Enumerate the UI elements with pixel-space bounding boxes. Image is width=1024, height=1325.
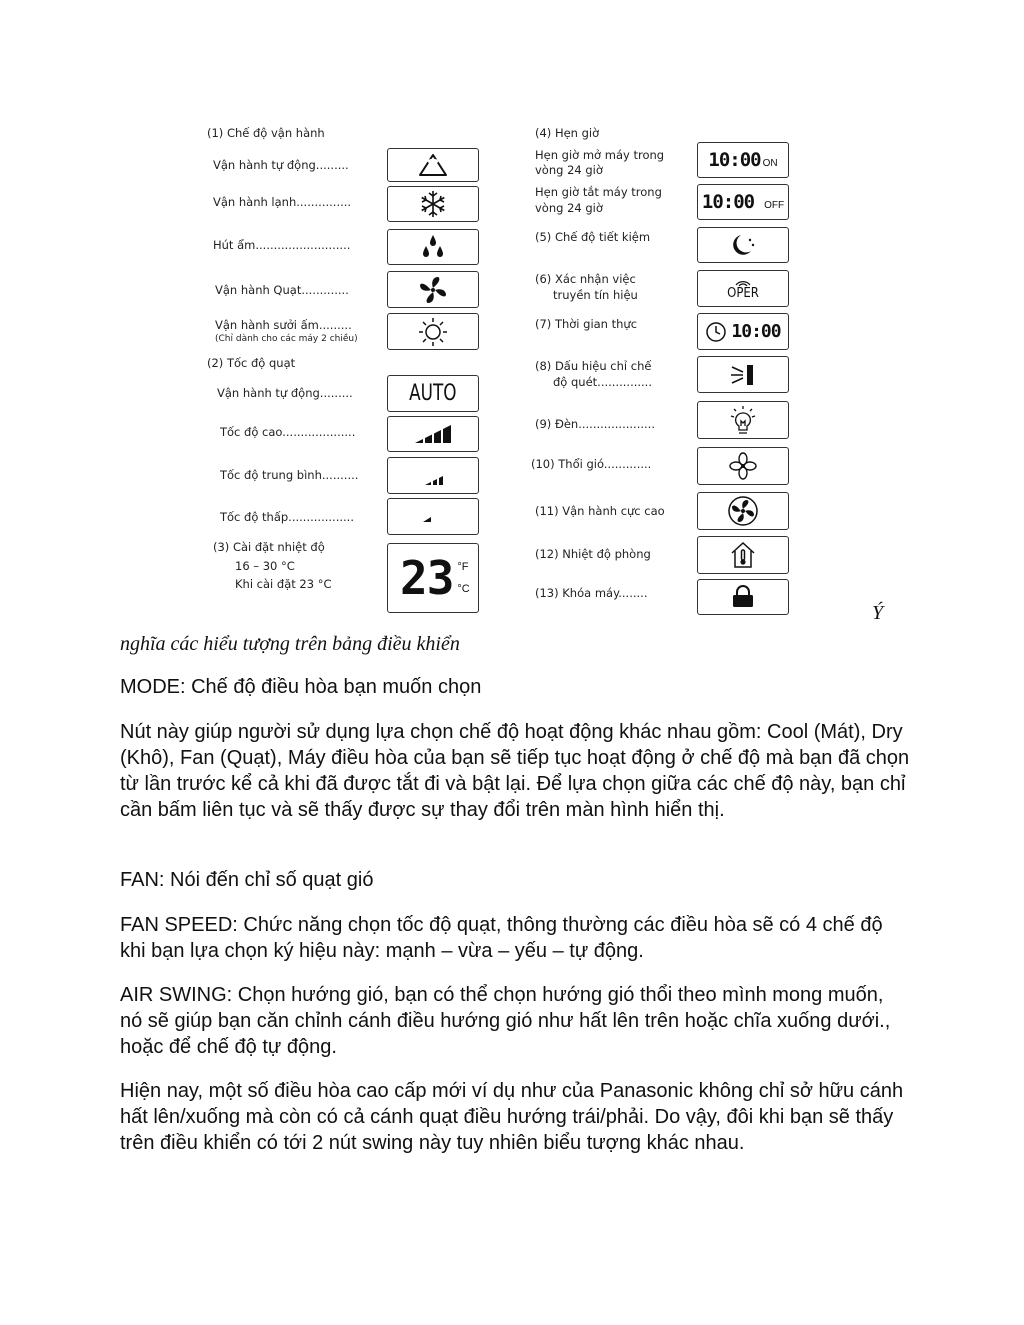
label-signal-line1: (6) Xác nhận việc xyxy=(535,272,636,286)
timer-on-time: 10:00 xyxy=(708,149,761,171)
room-temp-box xyxy=(697,536,789,574)
house-thermometer-icon xyxy=(728,540,758,570)
timer-off-box xyxy=(697,184,789,220)
paragraph-mode-description: Nút này giúp người sử dụng lựa chọn chế độ hoạt động khác nhau gồm: Cool (Mát), Dry (Khô), Fan (Quạt), Máy điều hòa của bạn sẽ tiếp tục hoạt động ở chế độ mà bạn đã chọn từ lần trước kể cả khi đã được tắt đi và bật lại. Để lựa chọn giữa các chế độ này, bạn chỉ cần bấm liên tục và sẽ thấy được sự thay đổi trên màn hình hiển thị. xyxy=(120,721,910,821)
clock-time: 10:00 xyxy=(731,321,781,342)
auto-mode-icon xyxy=(417,152,449,178)
label-fan-medium: Tốc độ trung bình.......... xyxy=(220,468,359,482)
fan-medium-box xyxy=(387,457,479,494)
label-timer-on-line1: Hẹn giờ mở máy trong xyxy=(535,148,665,162)
section-heading-temperature: (3) Cài đặt nhiệt độ xyxy=(213,540,325,554)
label-timer-off-line2: vòng 24 giờ xyxy=(535,201,603,215)
signal-bars-low-icon xyxy=(413,506,453,528)
timer-off-time: 10:00 xyxy=(701,191,755,213)
temperature-display-box xyxy=(387,543,479,613)
swing-box xyxy=(697,356,789,393)
cool-icon-box xyxy=(387,186,479,222)
label-temp-set: Khi cài đặt 23 °C xyxy=(235,577,332,591)
signal-box-text: OPER xyxy=(727,285,759,301)
caption-line1-end: Ý xyxy=(872,602,884,624)
padlock-icon xyxy=(728,584,758,610)
powerful-box xyxy=(697,492,789,530)
droplets-icon xyxy=(418,233,448,261)
temperature-digits: 23 xyxy=(400,551,454,605)
swing-icon xyxy=(728,362,758,388)
paragraph-fan: FAN: Nói đến chỉ số quạt gió xyxy=(120,869,374,891)
fan-high-box xyxy=(387,416,479,452)
label-dry-operation: Hút ẩm.......................... xyxy=(213,238,351,252)
auto-mode-icon-box xyxy=(387,148,479,182)
paragraph-mode-title: MODE: Chế độ điều hòa bạn muốn chọn xyxy=(120,676,482,698)
timer-on-box xyxy=(697,142,789,178)
label-fan-low: Tốc độ thấp.................. xyxy=(220,510,354,524)
label-realtime-clock: (7) Thời gian thực xyxy=(535,317,638,331)
clock-icon xyxy=(705,321,727,343)
section-heading-operation-mode: (1) Chế độ vận hành xyxy=(207,126,325,140)
signal-box xyxy=(697,270,789,307)
label-lock: (13) Khóa máy........ xyxy=(535,586,648,600)
heat-icon-box xyxy=(387,313,479,350)
timer-on-tag: ON xyxy=(762,157,778,169)
fan-icon-box xyxy=(387,271,479,308)
unit-fahrenheit: °F xyxy=(457,561,469,573)
section-heading-timer: (4) Hẹn giờ xyxy=(535,126,600,140)
paragraph-air-swing: AIR SWING: Chọn hướng gió, bạn có thể chọn hướng gió thổi theo mình mong muốn, nó sẽ giúp bạn căn chỉnh cánh điều hướng gió như hất lên trên hoặc chĩa xuống dưới., hoặc để chế độ tự động. xyxy=(120,984,891,1058)
light-box xyxy=(697,401,789,439)
remote-icon-legend-figure xyxy=(195,118,805,623)
fan-auto-text: AUTO xyxy=(409,381,457,406)
label-timer-off-line1: Hẹn giờ tắt máy trong xyxy=(535,185,662,199)
label-auto-operation: Vận hành tự động......... xyxy=(213,158,349,172)
timer-off-tag: OFF xyxy=(764,199,785,211)
signal-wave-icon xyxy=(733,277,753,287)
label-heat-note: (Chỉ dành cho các máy 2 chiều) xyxy=(215,334,358,344)
signal-bars-high-icon xyxy=(413,423,453,445)
label-room-temperature: (12) Nhiệt độ phòng xyxy=(535,547,651,561)
label-temp-range: 16 – 30 °C xyxy=(235,559,295,573)
section-heading-fan-speed: (2) Tốc độ quạt xyxy=(207,356,296,370)
lightbulb-icon xyxy=(728,404,758,436)
moon-icon xyxy=(728,232,758,258)
lock-box xyxy=(697,579,789,615)
snowflake-icon xyxy=(418,189,448,219)
unit-celsius: °C xyxy=(457,583,470,595)
figure-caption: nghĩa các hiểu tượng trên bảng điều khiển xyxy=(120,633,460,655)
sun-icon xyxy=(417,316,449,348)
label-signal-line2: truyền tín hiệu xyxy=(553,288,638,302)
label-blow: (10) Thổi gió............. xyxy=(531,457,652,471)
label-powerful: (11) Vận hành cực cao xyxy=(535,504,665,518)
label-swing-line2: độ quét............... xyxy=(553,375,652,389)
propeller-icon xyxy=(728,451,758,481)
fan-auto-box xyxy=(387,375,479,412)
dry-icon-box xyxy=(387,229,479,265)
paragraph-panasonic-swing: Hiện nay, một số điều hòa cao cấp mới ví dụ như của Panasonic không chỉ sở hữu cánh hất lên/xuống mà còn có cả cánh quạt điều hướng trái/phải. Do vậy, đôi khi bạn sẽ thấy trên điều khiển có tới 2 nút swing này tuy nhiên biểu tượng khác nhau. xyxy=(120,1080,904,1154)
label-fan-auto: Vận hành tự động......... xyxy=(217,386,353,400)
powerful-fan-icon xyxy=(727,495,759,527)
label-swing-line1: (8) Dấu hiệu chỉ chế xyxy=(535,359,652,373)
paragraph-fan-speed: FAN SPEED: Chức năng chọn tốc độ quạt, thông thường các điều hòa sẽ có 4 chế độ khi bạn lựa chọn ký hiệu này: mạnh – vừa – yếu – tự động. xyxy=(120,914,883,962)
label-light: (9) Đèn..................... xyxy=(535,417,655,431)
eco-icon-box xyxy=(697,227,789,263)
blow-box xyxy=(697,447,789,485)
clock-box xyxy=(697,313,789,350)
label-timer-on-line2: vòng 24 giờ xyxy=(535,163,603,177)
fan-low-box xyxy=(387,498,479,535)
label-fan-high: Tốc độ cao.................... xyxy=(220,425,356,439)
label-eco-mode: (5) Chế độ tiết kiệm xyxy=(535,230,651,244)
label-fan-operation: Vận hành Quạt............. xyxy=(215,283,349,297)
label-cool-operation: Vận hành lạnh............... xyxy=(213,195,352,209)
fan-icon xyxy=(417,274,449,306)
signal-bars-medium-icon xyxy=(413,465,453,487)
label-heat-operation: Vận hành sưởi ấm......... xyxy=(215,318,352,332)
